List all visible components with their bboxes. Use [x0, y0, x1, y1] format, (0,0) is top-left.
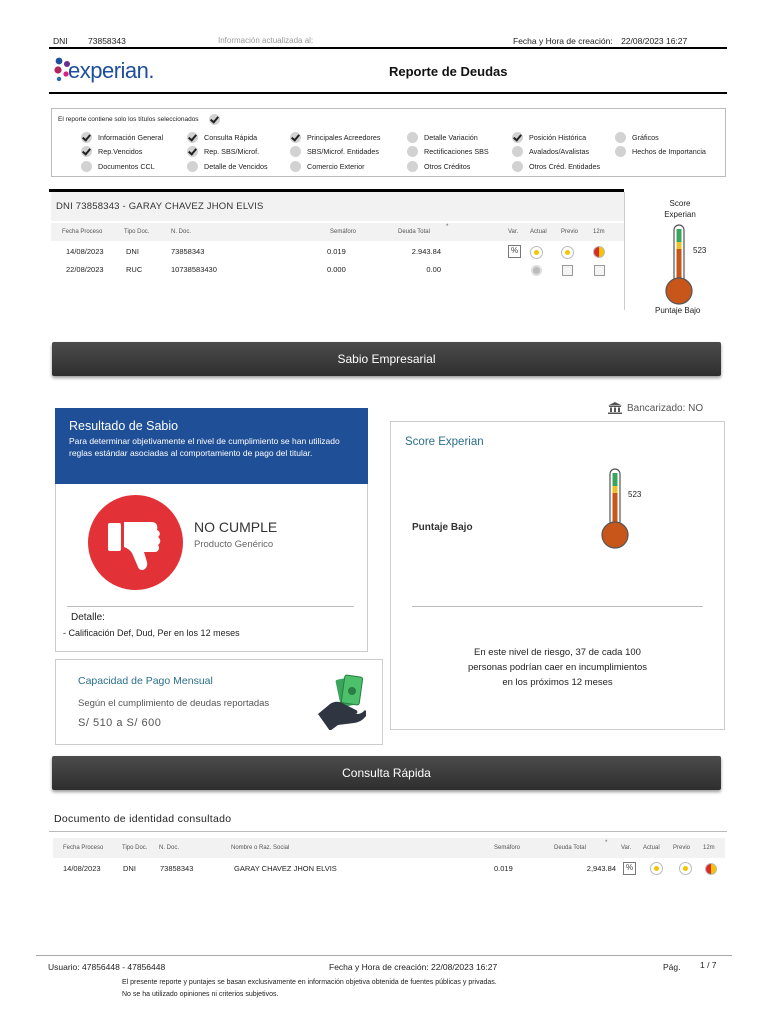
cell-semaforo: 0.000	[327, 265, 346, 274]
column-header: Actual	[643, 845, 660, 851]
footer-pag-value: 1 / 7	[700, 960, 717, 970]
checked-icon	[512, 132, 523, 143]
cell-fecha: 22/08/2023	[66, 265, 104, 274]
option-item	[290, 132, 381, 143]
logo-text: experian.	[68, 58, 155, 83]
score-box-value: 523	[628, 490, 642, 499]
column-header: Deuda Total	[398, 229, 430, 235]
unchecked-icon	[615, 146, 626, 157]
cell-ndoc: 73858343	[171, 247, 205, 256]
sabio-desc: Para determinar objetivamente el nivel de cumplimiento se han utilizado reglas estándar asociadas al comportamiento de pago del titular.	[69, 436, 340, 458]
option-label: Detalle Variación	[424, 133, 478, 142]
risk-line-2: personas podrían caer en incumplimientos	[467, 662, 647, 673]
option-label: Hechos de Importancia	[632, 147, 706, 156]
column-header: Semáforo	[330, 229, 357, 235]
cell-semaforo: 0.019	[494, 864, 513, 873]
previo-status-icon	[561, 246, 574, 259]
sabio-result: NO CUMPLE	[194, 519, 278, 535]
variation-icon	[623, 862, 636, 875]
score-side-value: 523	[693, 246, 707, 255]
footer-note-1: El presente reporte y puntajes se basan exclusivamente en información objetiva obtenida de fuentes públicas y privadas.	[122, 979, 497, 986]
dni-value: 73858343	[88, 36, 126, 46]
cell-deuda: 0.00	[426, 265, 441, 274]
cell-ndoc: 10738583430	[171, 265, 217, 274]
column-header: N. Doc.	[159, 845, 180, 851]
score-box-label: Puntaje Bajo	[412, 522, 473, 533]
score-thermometer-icon	[597, 468, 633, 550]
capacidad-range: S/ 510 a S/ 600	[78, 717, 162, 729]
option-label: Detalle de Vencidos	[204, 162, 268, 171]
column-header: Semáforo	[494, 845, 521, 851]
score-box-risk	[404, 645, 711, 690]
doc-section-title: Documento de identidad consultado	[54, 813, 232, 825]
option-item	[81, 161, 155, 172]
column-header: Previo	[561, 229, 579, 235]
sabio-product: Producto Genérico	[194, 539, 274, 550]
column-header: Tipo Doc.	[122, 845, 148, 851]
option-label: Otros Créditos	[424, 162, 471, 171]
check-icon	[209, 114, 220, 125]
checked-icon	[187, 146, 198, 157]
option-label: Información General	[98, 133, 164, 142]
cell-deuda: 2.943.84	[411, 247, 441, 256]
sabio-banner: Sabio Empresarial	[52, 342, 721, 376]
option-item	[187, 146, 259, 157]
option-item	[290, 161, 365, 172]
option-item	[615, 132, 659, 143]
info-updated: Información actualizada al:	[218, 36, 314, 45]
twelve-month-icon	[593, 246, 605, 258]
column-header: Fecha Proceso	[62, 229, 103, 235]
actual-empty-icon	[531, 265, 542, 276]
option-label: Rep.Vencidos	[98, 147, 143, 156]
header-creation	[513, 36, 687, 46]
option-label: Rep. SBS/Microf.	[204, 147, 260, 156]
sabio-detail-label: Detalle:	[71, 612, 105, 623]
capacidad-subtitle: Según el cumplimiento de deudas reportadas	[78, 698, 270, 709]
checked-icon	[81, 146, 92, 157]
option-label: Posición Histórica	[529, 133, 587, 142]
option-item	[187, 132, 257, 143]
column-header: N. Doc.	[171, 229, 192, 235]
cell-nombre: GARAY CHAVEZ JHON ELVIS	[234, 864, 337, 873]
unchecked-icon	[290, 146, 301, 157]
column-header: Tipo Doc.	[124, 229, 150, 235]
bank-icon	[608, 402, 622, 414]
unchecked-icon	[407, 146, 418, 157]
option-item	[407, 161, 470, 172]
bancarizado-text: Bancarizado: NO	[627, 402, 704, 414]
footer-usuario: Usuario: 47856448 - 47856448	[48, 962, 166, 972]
option-item	[615, 146, 706, 157]
column-header: Var.	[621, 845, 632, 851]
option-label: Comercio Exterior	[307, 162, 365, 171]
unchecked-icon	[615, 132, 626, 143]
option-label: Consulta Rápida	[204, 133, 258, 142]
unchecked-icon	[512, 146, 523, 157]
option-label: Otros Créd. Entidades	[529, 162, 601, 171]
option-label: Avalados/Avalistas	[529, 147, 590, 156]
twelve-month-empty-icon	[594, 265, 605, 276]
sabio-detail-text: - Calificación Def, Dud, Per en los 12 meses	[63, 628, 240, 638]
thermometer-icon	[661, 224, 697, 306]
unchecked-icon	[407, 161, 418, 172]
column-header: Actual	[530, 229, 547, 235]
cell-fecha: 14/08/2023	[66, 247, 104, 256]
footer-note-2: No se ha utilizado opiniones ni criterios subjetivos.	[122, 991, 279, 998]
title-rule	[49, 92, 727, 94]
options-intro	[58, 114, 226, 125]
option-label: Documentos CCL	[98, 162, 155, 171]
option-item	[187, 161, 268, 172]
risk-line-1: En este nivel de riesgo, 37 de cada 100	[474, 647, 641, 658]
option-label: Gráficos	[632, 133, 659, 142]
option-item	[407, 146, 489, 157]
cell-deuda: 2,943.84	[586, 864, 616, 873]
footer-creation: Fecha y Hora de creación: 22/08/2023 16:27	[329, 962, 498, 972]
variation-icon	[508, 245, 521, 258]
sabio-divider	[67, 606, 354, 607]
unchecked-icon	[290, 161, 301, 172]
score-side-line2: Experian	[664, 210, 696, 219]
column-header: Previo	[673, 845, 691, 851]
option-item	[512, 161, 600, 172]
option-item	[512, 146, 589, 157]
option-item	[512, 132, 586, 143]
option-item	[290, 146, 379, 157]
cell-semaforo: 0.019	[327, 247, 346, 256]
column-header: Nombre o Raz. Social	[231, 845, 290, 851]
twelve-month-icon	[705, 863, 717, 875]
column-header: 12m	[593, 229, 605, 235]
creation-value: 22/08/2023 16:27	[621, 36, 688, 46]
thumbs-down-icon	[88, 495, 183, 590]
risk-line-3: en los próximos 12 meses	[502, 677, 613, 688]
sort-indicator: *	[605, 840, 608, 846]
checked-icon	[81, 132, 92, 143]
unchecked-icon	[81, 161, 92, 172]
previo-empty-icon	[562, 265, 573, 276]
cell-tipo: DNI	[123, 864, 136, 873]
score-box-divider	[412, 606, 703, 607]
unchecked-icon	[407, 132, 418, 143]
unchecked-icon	[512, 161, 523, 172]
creation-label: Fecha y Hora de creación:	[513, 36, 613, 46]
cell-tipo: RUC	[126, 265, 143, 274]
actual-status-icon	[650, 862, 663, 875]
column-header: Fecha Proceso	[63, 845, 104, 851]
footer-rule	[36, 955, 732, 956]
score-side-divider	[624, 192, 625, 310]
money-hand-icon	[316, 674, 366, 730]
report-title: Reporte de Deudas	[389, 64, 508, 79]
score-side-label: Puntaje Bajo	[655, 306, 701, 315]
option-label: Principales Acreedores	[307, 133, 381, 142]
person-title: DNI 73858343 - GARAY CHAVEZ JHON ELVIS	[56, 201, 264, 212]
unchecked-icon	[187, 161, 198, 172]
option-label: Rectificaciones SBS	[424, 147, 489, 156]
sabio-header	[55, 408, 368, 484]
consulta-banner: Consulta Rápida	[52, 756, 721, 790]
score-box-title: Score Experian	[405, 436, 484, 448]
option-item	[81, 146, 142, 157]
cell-tipo: DNI	[126, 247, 139, 256]
score-side-line1: Score	[669, 199, 691, 208]
header-dni	[53, 36, 126, 46]
cell-fecha: 14/08/2023	[63, 864, 101, 873]
experian-logo	[53, 56, 183, 86]
options-intro-text: El reporte contiene solo los títulos seleccionados	[58, 116, 199, 123]
actual-status-icon	[530, 246, 543, 259]
option-label: SBS/Microf. Entidades	[307, 147, 379, 156]
dni-label: DNI	[53, 36, 68, 46]
doc-rule	[49, 831, 727, 832]
checked-icon	[290, 132, 301, 143]
option-item	[81, 132, 163, 143]
footer-pag-label: Pág.	[663, 962, 681, 972]
sabio-title: Resultado de Sabio	[69, 419, 179, 433]
score-side-title	[640, 198, 720, 220]
bancarizado	[608, 402, 703, 414]
checked-icon	[187, 132, 198, 143]
column-header: 12m	[703, 845, 715, 851]
cell-ndoc: 73858343	[160, 864, 194, 873]
capacidad-title: Capacidad de Pago Mensual	[78, 675, 213, 687]
column-header: Deuda Total	[554, 845, 586, 851]
sort-indicator: *	[446, 224, 449, 230]
header-rule	[49, 47, 727, 49]
previo-status-icon	[679, 862, 692, 875]
option-item	[407, 132, 478, 143]
column-header: Var.	[508, 229, 519, 235]
